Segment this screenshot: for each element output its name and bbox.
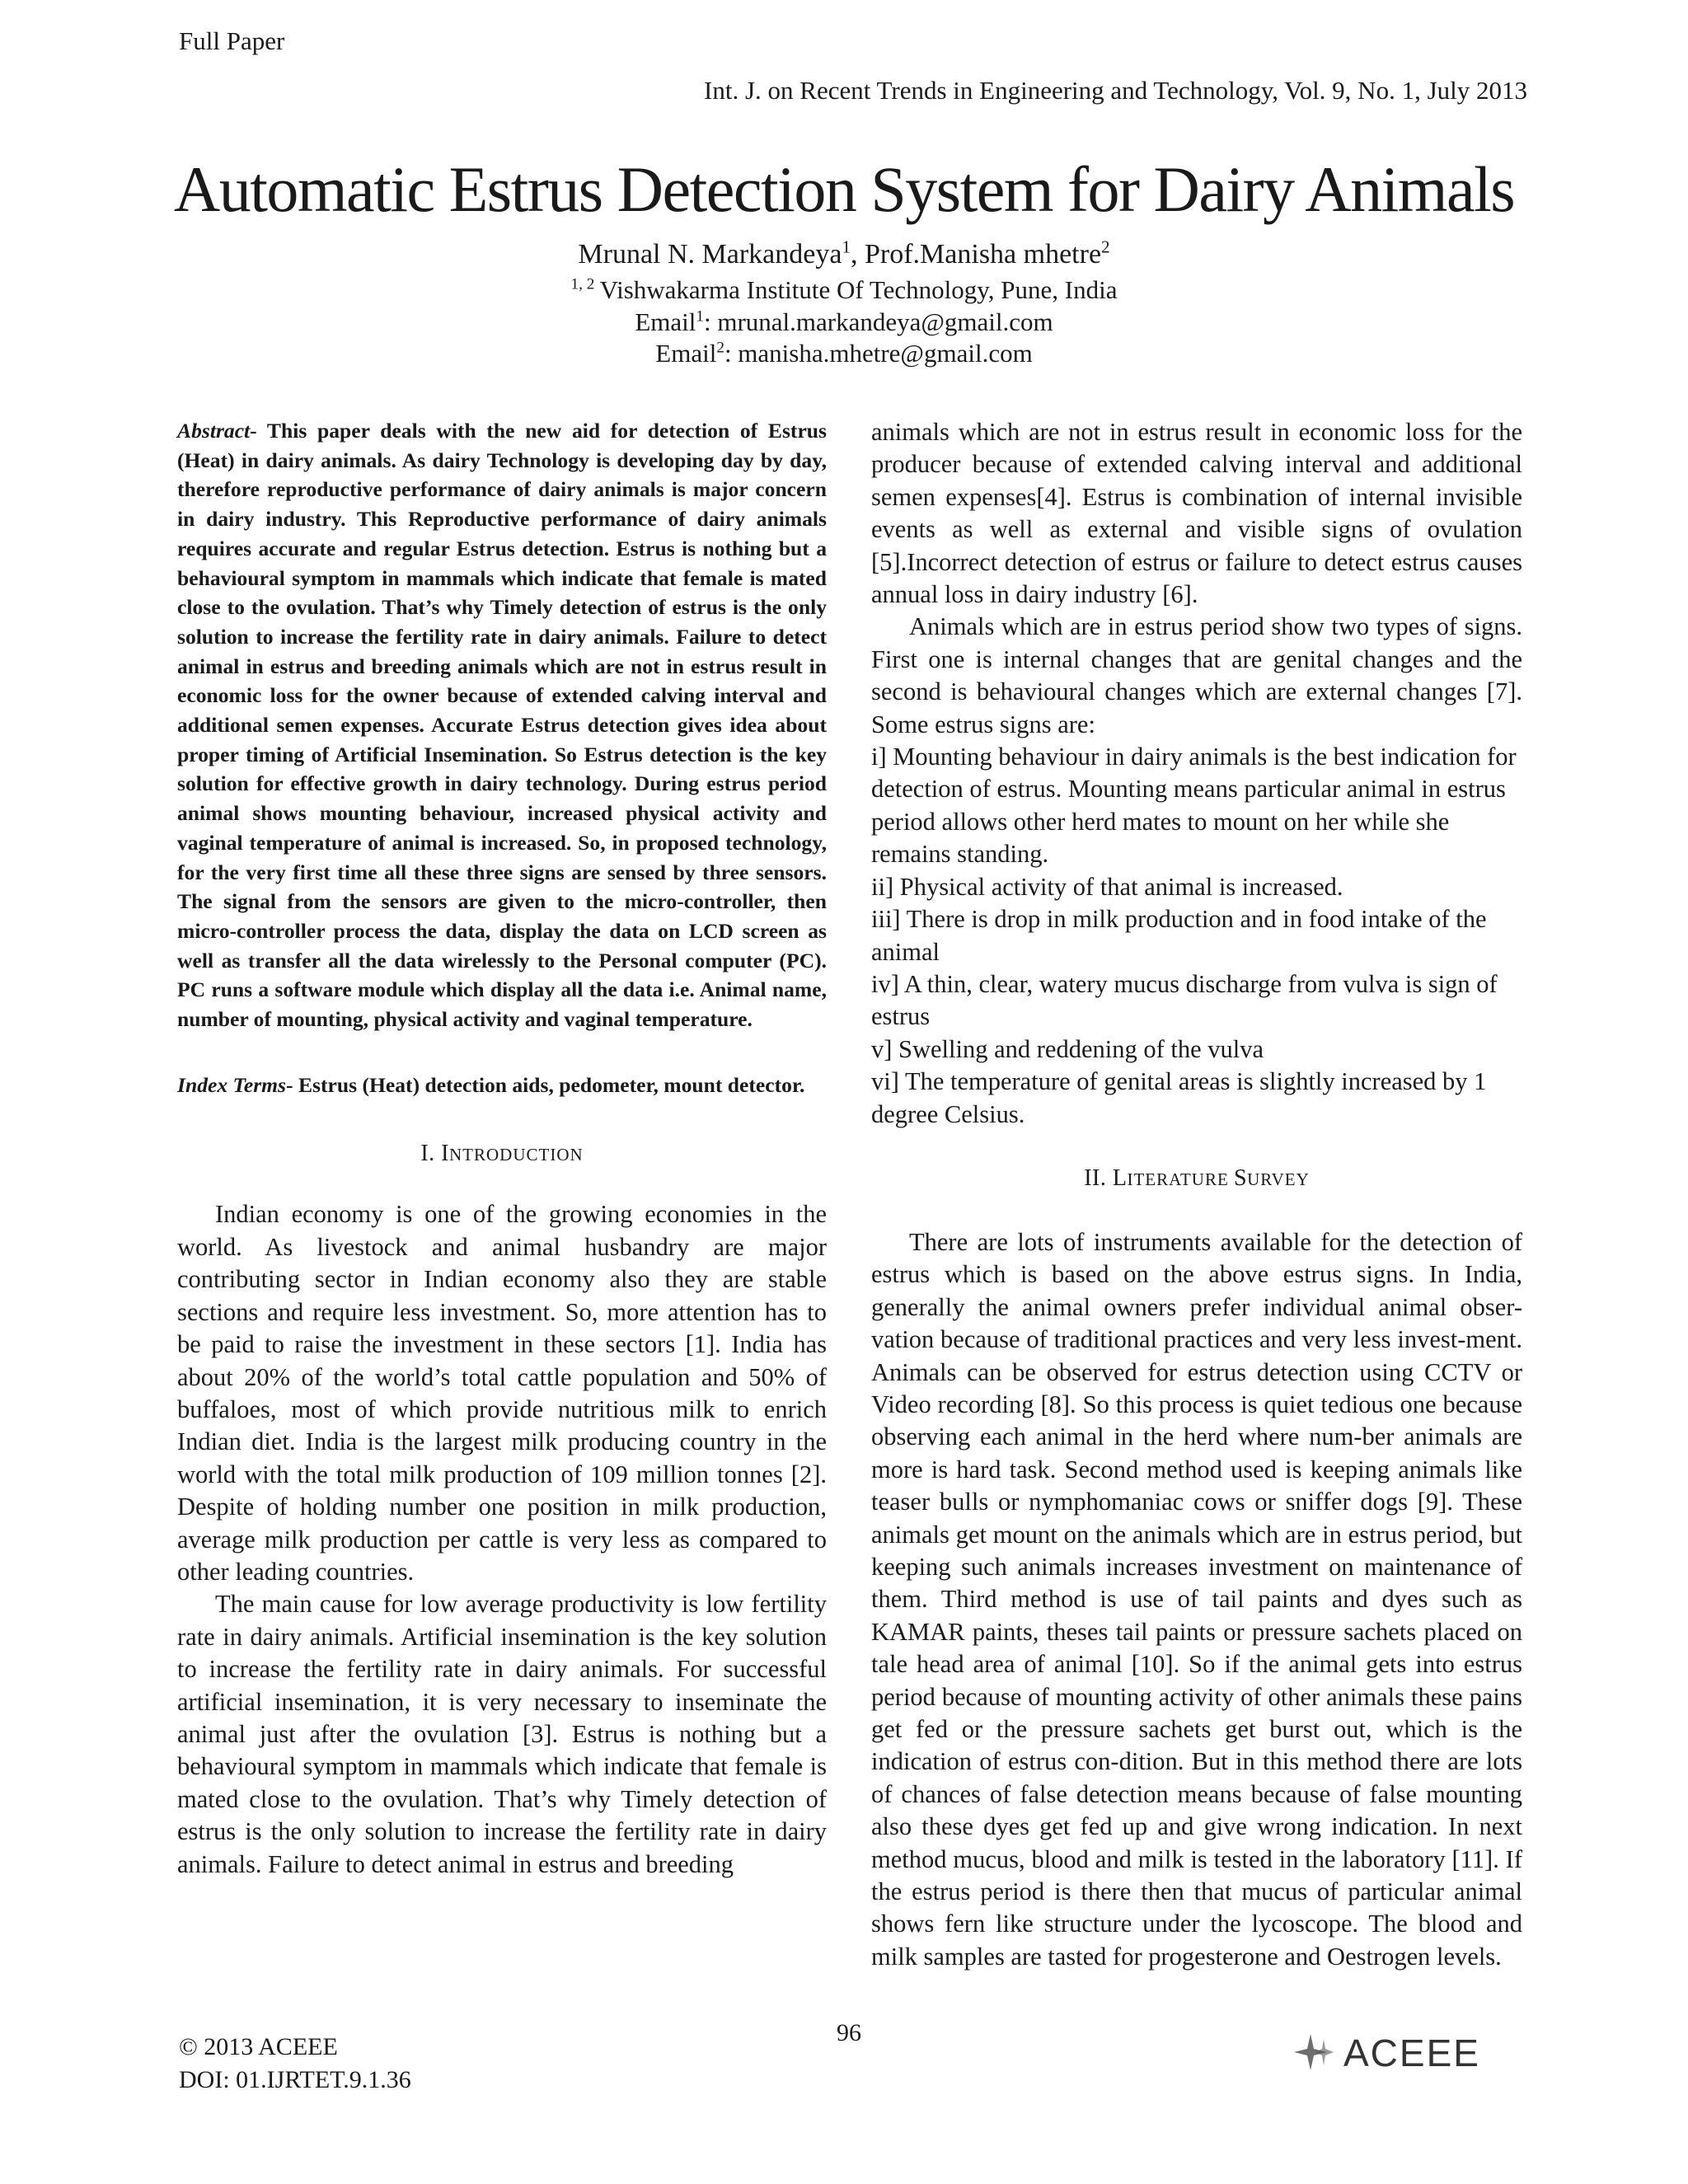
author-line xyxy=(0,239,1688,270)
email-superscript: 1 xyxy=(696,307,704,326)
right-column xyxy=(871,416,1522,2011)
paragraph: Animals which are in estrus period show two types of signs. First one is internal changes that are genital changes and the second is behavioural changes which are external changes [7]. Some estrus signs are: xyxy=(871,612,1522,738)
copyright: © 2013 ACEEE xyxy=(179,2033,338,2060)
section-heading-part: I. I xyxy=(420,1141,449,1167)
paper-type-label: Full Paper xyxy=(179,26,285,55)
paragraph: The main cause for low average productivity is low fertility rate in dairy animals. Artificial insemination is the key solution to increase the fertility rate in dairy animals. For successful artificial insemination, it is very necessary to inseminate the animal just after the ovulation [3]. Estrus is nothing but a behavioural symptom in mammals which indicate that female is mated close to the ovulation. That’s why Timely detection of estrus is the only solution to increase the fertility rate in dairy animals. Failure to detect animal in estrus and breeding xyxy=(177,1590,827,1878)
paragraph: Indian economy is one of the growing economies in the world. As livestock and animal husbandry are major contributing sector in Indian economy also they are stable sections and require less investment. So, more attention has to be paid to raise the investment in these sectors [1]. India has about 20% of the world’s total cattle population and 50% of buffaloes, most of which provide nutritious milk to enrich Indian diet. India is the largest milk producing country in the world with the total milk production of 109 million tonnes [2]. Despite of holding number one position in milk production, average milk production per cattle is very less as compared to other leading countries. xyxy=(177,1200,827,1586)
paragraph: animals which are not in estrus result in economic loss for the producer because of extended calving interval and additional semen expenses[4]. Estrus is combination of internal invisible events as well as external and visible signs of ovulation [5].Incorrect detection of estrus or failure to detect estrus causes annual loss in dairy industry [6]. xyxy=(871,418,1522,609)
email-line xyxy=(0,339,1688,368)
author-separator: , xyxy=(851,239,865,269)
journal-citation: Int. J. on Recent Trends in Engineering and Technology, Vol. 9, No. 1, July 2013 xyxy=(704,76,1527,105)
abstract-text: - This paper deals with the new aid for detection of Estrus (Heat) in dairy animals. As dairy Technology is developing day by day, therefore reproductive performance of dairy animals is major concern in dairy industry. This Reproductive performance of dairy animals requires accurate and regular Estrus detection. Estrus is nothing but a behavioural symptom in mammals which indicate that female is mated close to the ovulation. That’s why Timely detection of estrus is the only solution to increase the fertility rate in dairy animals. Failure to detect animal in estrus and breeding animals which are not in estrus result in economic loss for the owner because of extended calving interval and additional semen expenses. Accurate Estrus detection gives idea about proper timing of Artificial Insemination. So Estrus detection is the key solution for effective growth in dairy technology. During estrus period animal shows mounting behaviour, increased physical activity and vaginal temperature of animal is increased. So, in proposed technology, for the very first time all these three signs are sensed by three sensors. The signal from the sensors are given to the micro-controller, then micro-controller process the data, display the data on LCD screen as well as transfer all the data wirelessly to the Personal computer (PC). PC runs a software module which display all the data i.e. Animal name, number of mounting, physical activity and vaginal temperature. xyxy=(177,419,827,1032)
affiliation-superscript: 1, 2 xyxy=(570,275,595,293)
index-terms xyxy=(177,1071,827,1100)
star-icon xyxy=(1294,2034,1334,2070)
aceee-logo xyxy=(1294,2027,1525,2077)
section-heading-part: NTRODUCTION xyxy=(449,1145,584,1165)
section-heading-introduction xyxy=(177,1141,827,1167)
page-number: 96 xyxy=(837,2019,861,2046)
list-item: v] Swelling and reddening of the vulva xyxy=(871,1034,1264,1063)
abstract-label: Abstract xyxy=(177,419,251,443)
paragraph: There are lots of instruments available for the detection of estrus which is based on the above estrus signs. In India, generally the animal owners prefer individual animal obser-vation because of traditional practices and very less invest-ment. Animals can be observed for estrus detection using CCTV or Video recording [8]. So this process is quiet tedious one because observing each animal in the herd where num-ber animals are more is hard task. Second method used is keeping animals like teaser bulls or nymphomaniac cows or sniffer dogs [9]. These animals get mount on the animals which are in estrus period, but keeping such animals increases investment on maintenance of them. Third method is use of tail paints and dyes such as KAMAR paints, theses tail paints or pressure sachets placed on tale head area of animal [10]. So if the animal gets into estrus period because of mounting activity of other animals these pains get fed or the pressure sachets get burst out, which is the indication of estrus con-dition. But in this method there are lots of chances of false detection means because of false mounting also these dyes get fed up and give wrong indication. In next method mucus, blood and milk is tested in the laboratory [11]. If the estrus period is there then that mucus of particular animal shows fern like structure under the lycoscope. The blood and milk samples are tasted for progesterone and Oestrogen levels. xyxy=(871,1227,1522,1971)
abstract xyxy=(177,416,827,1034)
author-superscript: 1 xyxy=(842,237,851,257)
email-label: Email xyxy=(635,307,696,336)
doi: DOI: 01.IJRTET.9.1.36 xyxy=(179,2066,411,2093)
section-heading-part: URVEY xyxy=(1247,1169,1310,1189)
email-superscript: 2 xyxy=(716,339,724,357)
logo-text: ACEEE xyxy=(1343,2032,1480,2074)
section-heading-part: II. L xyxy=(1084,1165,1128,1191)
author-name: Prof.Manisha mhetre xyxy=(865,239,1102,269)
index-terms-text: - Estrus (Heat) detection aids, pedometer, mount detector. xyxy=(286,1072,805,1097)
section-heading-literature-survey xyxy=(871,1165,1522,1192)
section-heading-part: S xyxy=(1234,1165,1248,1191)
email-address: : manisha.mhetre@gmail.com xyxy=(724,339,1033,368)
email-address: : mrunal.markandeya@gmail.com xyxy=(703,307,1053,336)
list-item: ii] Physical activity of that animal is increased. xyxy=(871,872,1343,901)
affiliation: Vishwakarma Institute Of Technology, Pune, India xyxy=(599,275,1118,304)
list-item: iii] There is drop in milk production and in food intake of the animal xyxy=(871,905,1487,966)
email-line xyxy=(0,307,1688,337)
left-column xyxy=(177,416,827,2011)
affiliation-line xyxy=(0,275,1688,305)
list-item: i] Mounting behaviour in dairy animals is the best indication for detection of estrus. Mounting means particular animal in estrus period allows other herd mates to mount on her while she remains standing. xyxy=(871,743,1517,869)
paper-title: Automatic Estrus Detection System for Dairy Animals xyxy=(173,153,1515,225)
author-name: Mrunal N. Markandeya xyxy=(578,239,842,269)
list-item: iv] A thin, clear, watery mucus discharge from vulva is sign of estrus xyxy=(871,969,1498,1031)
index-terms-label: Index Terms xyxy=(177,1072,287,1097)
author-superscript: 2 xyxy=(1101,237,1110,257)
email-label: Email xyxy=(655,339,717,368)
list-item: vi] The temperature of genital areas is slightly increased by 1 degree Celsius. xyxy=(871,1067,1487,1128)
section-heading-part: ITERATURE xyxy=(1127,1169,1235,1189)
